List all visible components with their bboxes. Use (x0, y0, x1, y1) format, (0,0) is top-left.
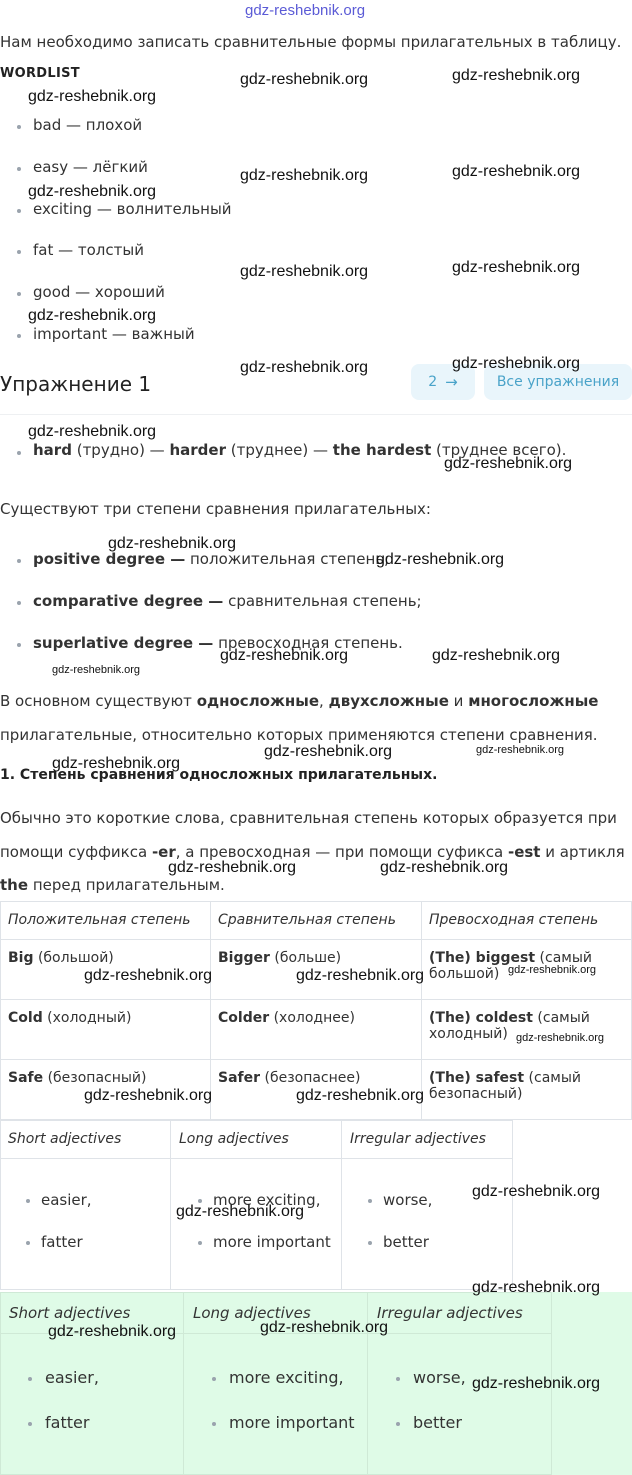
watermark: gdz-reshebnik.org (472, 1279, 601, 1296)
degrees-intro: Существуют три степени сравнения прилагательных: (0, 500, 431, 518)
watermark: gdz-reshebnik.org (472, 1183, 601, 1200)
watermark: gdz-reshebnik.org (508, 964, 597, 976)
table-row: Safe (безопасный) Safer (безопаснее) (The) safest (самый безопасный) (1, 1060, 632, 1120)
watermark: gdz-reshebnik.org (52, 664, 141, 676)
all-exercises-label: Все упражнения (496, 374, 620, 390)
watermark: gdz-reshebnik.org (240, 71, 369, 88)
watermark: gdz-reshebnik.org (168, 859, 297, 876)
explain-line-1: Обычно это короткие слова, сравнительная степень которых образуется при (0, 809, 617, 827)
list-item: easier, (41, 1191, 92, 1209)
list-item: exciting — волнительный (33, 200, 232, 218)
list-item: superlative degree — превосходная степень. (33, 634, 403, 652)
watermark: gdz-reshebnik.org (220, 647, 349, 664)
watermark: gdz-reshebnik.org (476, 744, 565, 756)
table-header: Irregular adjectives (377, 1304, 523, 1322)
watermark: gdz-reshebnik.org (28, 423, 157, 440)
list-item: bad — плохой (33, 116, 143, 134)
watermark: gdz-reshebnik.org (472, 1375, 601, 1392)
example-line: hard (трудно) — harder (труднее) — the hardest (труднее всего). (33, 441, 567, 459)
watermark: gdz-reshebnik.org (452, 259, 581, 276)
basic-line-2: прилагательные, относительно которых применяются степени сравнения. (0, 726, 598, 744)
watermark: gdz-reshebnik.org (376, 551, 505, 568)
watermark: gdz-reshebnik.org (176, 1203, 305, 1220)
watermark: gdz-reshebnik.org (48, 1323, 177, 1340)
list-item: fatter (45, 1413, 90, 1432)
list-item: fatter (41, 1233, 83, 1251)
watermark: gdz-reshebnik.org (108, 535, 237, 552)
watermark: gdz-reshebnik.org (240, 263, 369, 280)
table-row: Big (большой) Bigger (больше) (The) biggest (самый большой) (1, 940, 632, 1000)
list-item: more important (229, 1413, 355, 1432)
list-item: fat — толстый (33, 241, 144, 259)
list-item: worse, (383, 1191, 433, 1209)
arrow-right-icon: → (445, 373, 458, 391)
watermark: gdz-reshebnik.org (240, 167, 369, 184)
watermark: gdz-reshebnik.org (84, 967, 213, 984)
watermark: gdz-reshebnik.org (52, 755, 181, 772)
table-row: Cold (холодный) Colder (холоднее) (The) coldest (самый холодный) (1, 1000, 632, 1060)
exercise-title: Упражнение 1 (0, 372, 152, 396)
table-header: Превосходная степень (422, 902, 632, 940)
list-item: more important (213, 1233, 331, 1251)
list-item: important — важный (33, 325, 195, 343)
list-item: better (413, 1413, 462, 1432)
table-header: Long adjectives (193, 1304, 311, 1322)
divider (0, 414, 632, 415)
watermark: gdz-reshebnik.org (296, 1087, 425, 1104)
watermark: gdz-reshebnik.org (296, 967, 425, 984)
list-item: more exciting, (229, 1368, 344, 1387)
table-header: Положительная степень (1, 902, 211, 940)
list-item: easier, (45, 1368, 99, 1387)
basic-line-1: В основном существуют односложные, двухсложные и многосложные (0, 692, 599, 710)
watermark: gdz-reshebnik.org (28, 88, 157, 105)
watermark: gdz-reshebnik.org (452, 355, 581, 372)
watermark: gdz-reshebnik.org (28, 183, 157, 200)
explain-line-3: the перед прилагательным. (0, 876, 225, 894)
watermark: gdz-reshebnik.org (380, 859, 509, 876)
list-item: more exciting, (213, 1191, 321, 1209)
watermark: gdz-reshebnik.org (452, 67, 581, 84)
watermark: gdz-reshebnik.org (28, 307, 157, 324)
watermark: gdz-reshebnik.org (432, 647, 561, 664)
list-item: comparative degree — сравнительная степень; (33, 592, 422, 610)
table-header: Сравнительная степень (211, 902, 422, 940)
table-header: Long adjectives (179, 1131, 289, 1147)
watermark: gdz-reshebnik.org (444, 455, 573, 472)
list-item: better (383, 1233, 429, 1251)
section-heading: 1. Степень сравнения односложных прилагательных. (0, 767, 438, 783)
list-item: positive degree — положительная степень; (33, 550, 390, 568)
list-item: worse, (413, 1368, 466, 1387)
explain-line-2: помощи суффикса -er, а превосходная — при помощи суфикса -est и артикля (0, 843, 625, 861)
watermark: gdz-reshebnik.org (516, 1032, 605, 1044)
next-exercise-label: 2 (428, 374, 438, 390)
table-header: Short adjectives (8, 1131, 122, 1147)
intro-text: Нам необходимо записать сравнительные формы прилагательных в таблицу. (0, 33, 622, 51)
table-header: Irregular adjectives (350, 1131, 486, 1147)
wordlist-title: WORDLIST (0, 66, 80, 81)
list-item: good — хороший (33, 283, 165, 301)
list-item: easy — лёгкий (33, 158, 148, 176)
watermark: gdz-reshebnik.org (260, 1319, 389, 1336)
table-header: Short adjectives (9, 1304, 131, 1322)
watermark: gdz-reshebnik.org (84, 1087, 213, 1104)
watermark: gdz-reshebnik.org (240, 359, 369, 376)
watermark: gdz-reshebnik.org (264, 743, 393, 760)
watermark: gdz-reshebnik.org (245, 2, 366, 19)
table-header-row (1, 902, 632, 940)
watermark: gdz-reshebnik.org (452, 163, 581, 180)
